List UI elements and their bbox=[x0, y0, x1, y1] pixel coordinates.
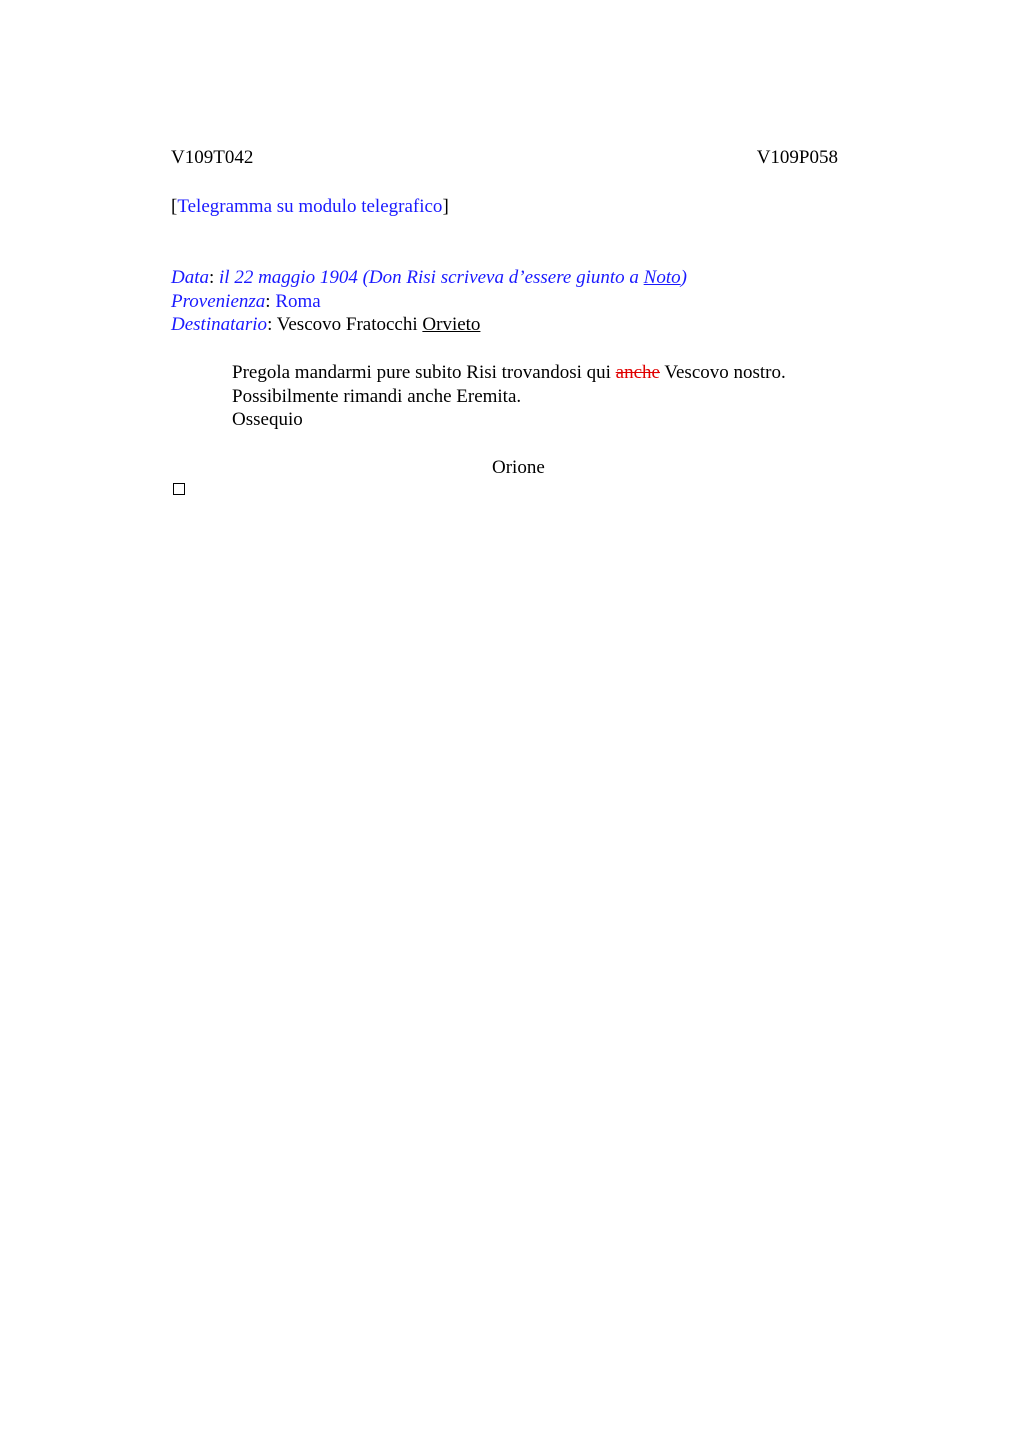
meta-destinatario-place: Orvieto bbox=[422, 314, 481, 335]
note-close-bracket: ] bbox=[442, 196, 449, 217]
body-line-1-after: Vescovo nostro. bbox=[659, 362, 786, 383]
meta-provenienza-line bbox=[171, 290, 321, 313]
meta-destinatario-line bbox=[171, 313, 480, 336]
meta-data-label: Data bbox=[171, 267, 209, 288]
meta-data-line bbox=[171, 266, 687, 289]
note-text: Telegramma su modulo telegrafico bbox=[177, 196, 443, 217]
editorial-note bbox=[171, 195, 449, 218]
document-code-left: V109T042 bbox=[171, 147, 254, 168]
meta-data-place: Noto bbox=[643, 267, 681, 288]
meta-data-close: ) bbox=[680, 267, 687, 288]
page-code-right: V109P058 bbox=[756, 147, 838, 168]
body-line-1 bbox=[232, 361, 786, 384]
note-open-bracket: [ bbox=[171, 196, 178, 217]
body-struck-word: anche bbox=[615, 362, 660, 383]
meta-destinatario-label: Destinatario bbox=[171, 314, 268, 335]
meta-destinatario-separator: : bbox=[267, 314, 277, 335]
meta-destinatario-value: Vescovo Fratocchi bbox=[276, 314, 423, 335]
body-line-3: Ossequio bbox=[232, 409, 303, 430]
body-line-1-before: Pregola mandarmi pure subito Risi trovandosi qui bbox=[232, 362, 616, 383]
meta-data-value: il 22 maggio 1904 (Don Risi scriveva d’essere giunto a bbox=[219, 267, 644, 288]
body-line-2: Possibilmente rimandi anche Eremita. bbox=[232, 386, 522, 407]
meta-data-separator: : bbox=[209, 267, 220, 288]
meta-provenienza-value: Roma bbox=[275, 291, 321, 312]
square-box-icon bbox=[173, 483, 185, 495]
signature: Orione bbox=[492, 457, 545, 478]
meta-provenienza-label: Provenienza bbox=[171, 291, 266, 312]
meta-provenienza-separator: : bbox=[265, 291, 276, 312]
